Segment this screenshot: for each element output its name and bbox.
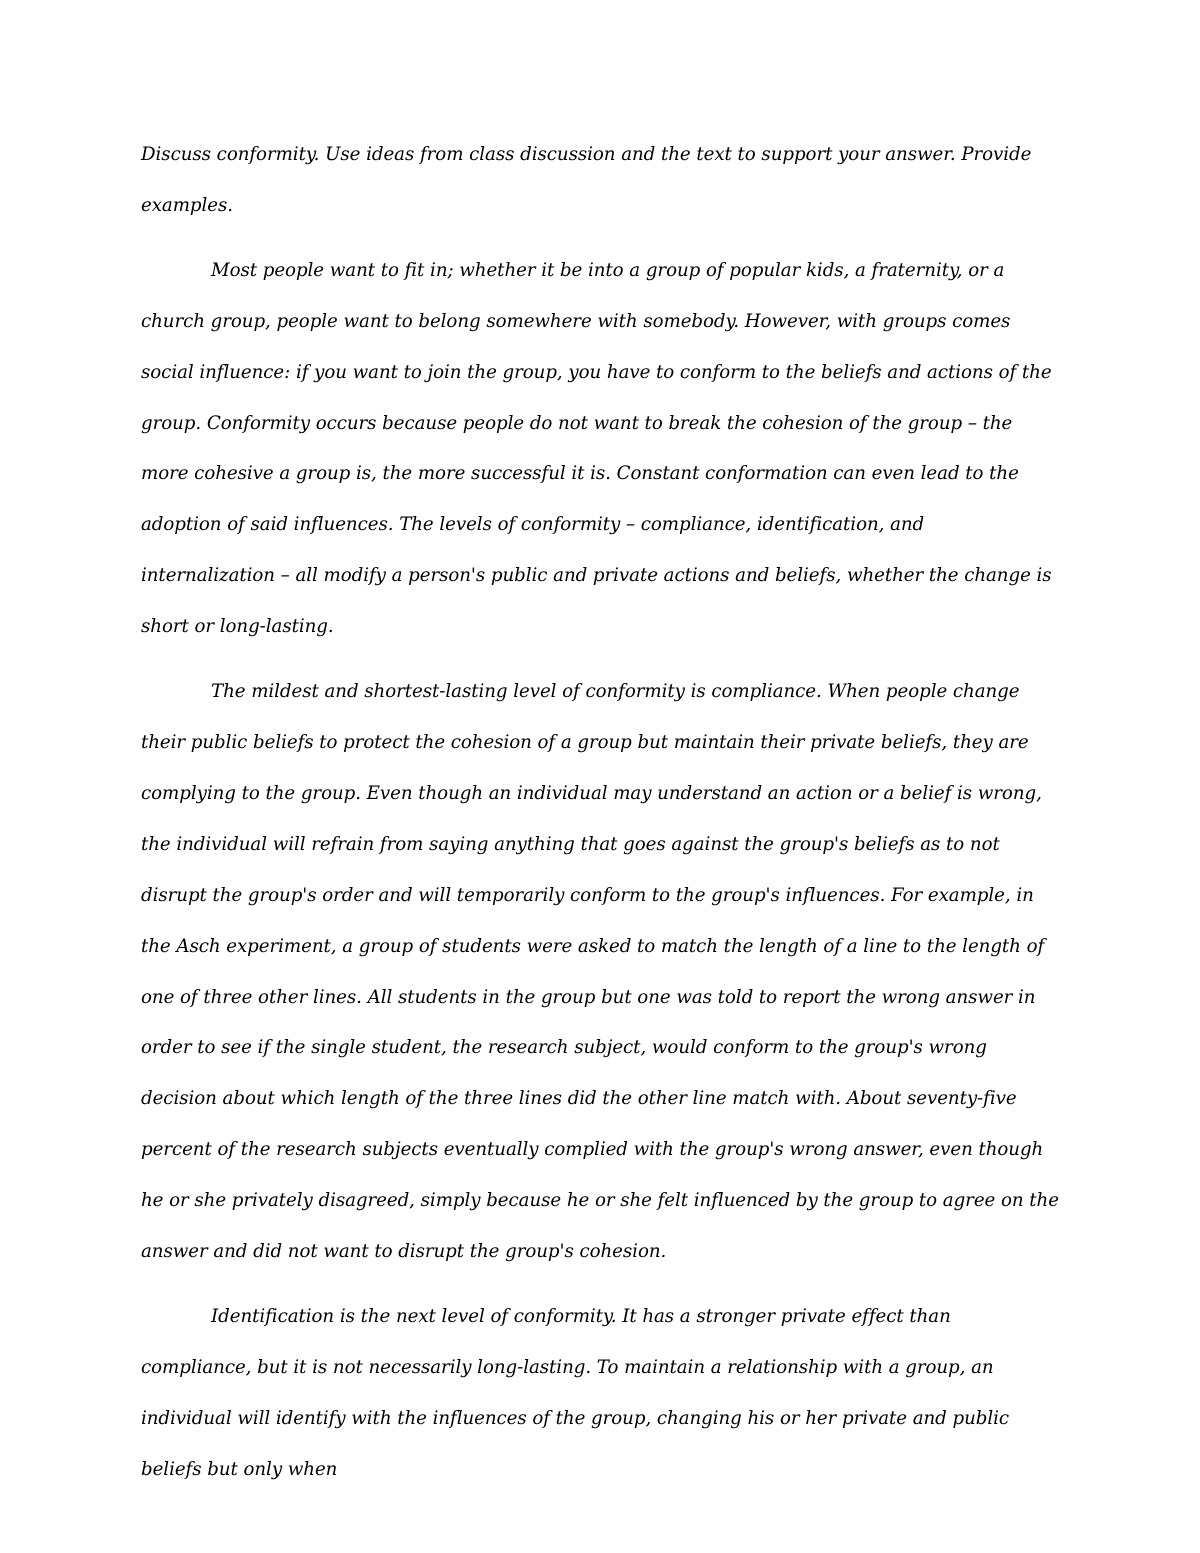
paragraph-introduction: Most people want to fit in; whether it be into a group of popular kids, a fraternity, or a church group, people want to belong somewhere with somebody. However, with groups comes social influence: if you want to join the group, you have to conform to the beliefs and actions of the group. Conformity occurs because people do not want to break the cohesion of the group – the more cohesive a group is, the more successful it is. Constant conformation can even lead to the adoption of said influences. The levels of conformity – compliance, identification, and internalization – all modify a person's public and private actions and beliefs, whether the change is short or long-lasting.	[141, 259, 1052, 638]
essay-body	[141, 130, 1059, 1496]
paragraph-identification: Identification is the next level of conformity. It has a stronger private effect than compliance, but it is not necessarily long-lasting. To maintain a relationship with a group, an individual will identify with the influences of the group, changing his or her private and public beliefs but only when	[141, 1305, 1010, 1480]
essay-prompt: Discuss conformity. Use ideas from class discussion and the text to support your answer. Provide examples.	[141, 144, 1032, 216]
paragraph-compliance: The mildest and shortest-lasting level of conformity is compliance. When people change their public beliefs to protect the cohesion of a group but maintain their private beliefs, they are complying to the group. Even though an individual may understand an action or a belief is wrong, the individual will refrain from saying anything that goes against the group's beliefs as to not disrupt the group's order and will temporarily conform to the group's influences. For example, in the Asch experiment, a group of students were asked to match the length of a line to the length of one of three other lines. All students in the group but one was told to report the wrong answer in order to see if the single student, the research subject, would conform to the group's wrong decision about which length of the three lines did the other line match with. About seventy-five percent of the research subjects eventually complied with the group's wrong answer, even though he or she privately disagreed, simply because he or she felt influenced by the group to agree on the answer and did not want to disrupt the group's cohesion.	[141, 681, 1059, 1263]
